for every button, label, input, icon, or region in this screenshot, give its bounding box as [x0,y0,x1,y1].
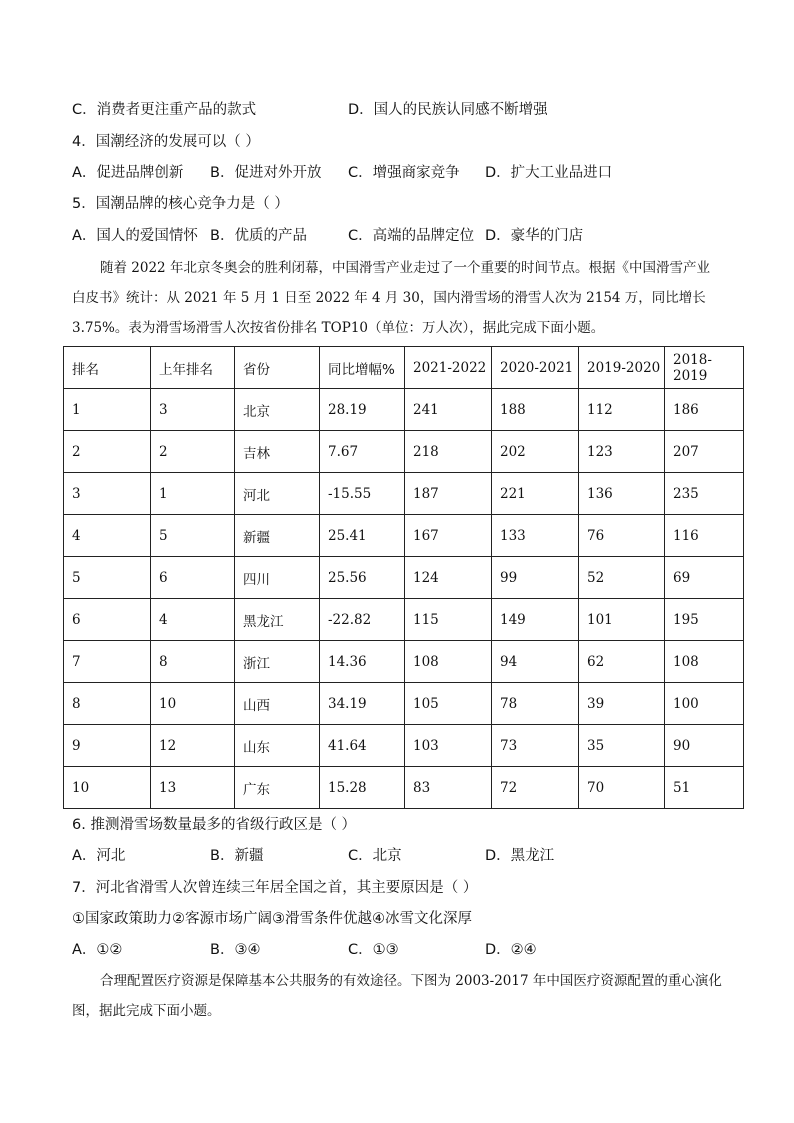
cell-rank: 10 [64,767,151,809]
cell-2021-2022: 83 [405,767,492,809]
q7-option-d: D．②④ [485,942,537,958]
cell-rank: 1 [64,389,151,431]
table-row [64,389,744,431]
cell-2018-2019: 90 [665,725,744,767]
ski-ranking-table [63,346,744,809]
cell-2019-2020: 39 [579,683,665,725]
q5-option-c: C．高端的品牌定位 [348,228,475,244]
cell-2019-2020: 62 [579,641,665,683]
q4-option-d: D．扩大工业品进口 [485,165,613,181]
cell-2021-2022: 187 [405,473,492,515]
q6-option-c: C．北京 [348,848,402,864]
q7-stem: 7．河北省滑雪人次曾连续三年居全国之首，其主要原因是（ ） [72,880,478,896]
cell-2019-2020: 112 [579,389,665,431]
cell-2021-2022: 103 [405,725,492,767]
cell-2018-2019: 195 [665,599,744,641]
table-row [64,767,744,809]
cell-2018-2019: 51 [665,767,744,809]
q5-stem: 5．国潮品牌的核心竞争力是（ ） [72,196,289,212]
cell-yoy: -15.55 [320,473,405,515]
cell-province: 山西 [235,683,320,725]
cell-2018-2019: 100 [665,683,744,725]
cell-yoy: 34.19 [320,683,405,725]
cell-rank: 5 [64,557,151,599]
cell-2018-2019: 116 [665,515,744,557]
cell-rank: 3 [64,473,151,515]
cell-prev-rank: 1 [151,473,235,515]
table-row [64,515,744,557]
cell-2020-2021: 94 [492,641,579,683]
header-2018-2019: 2018-2019 [665,347,744,389]
ski-passage-text: 随着 2022 年北京冬奥会的胜利闭幕，中国滑雪产业走过了一个重要的时间节点。根据《中国滑雪产业白皮书》统计：从 2021 年 5 月 1 日至 2022 年 4 月 30，国内滑雪场的滑雪人次为 2154 万，同比增长 3.75%。表为滑雪场滑雪人次按省份排名 TOP10（单位：万人次），据此完成下面小题。 [72,260,710,336]
cell-province: 四川 [235,557,320,599]
q3-option-c: C．消费者更注重产品的款式 [72,102,257,118]
cell-yoy: -22.82 [320,599,405,641]
header-2020-2021: 2020-2021 [492,347,579,389]
cell-2021-2022: 105 [405,683,492,725]
q4-option-b: B．促进对外开放 [210,165,322,181]
cell-yoy: 25.41 [320,515,405,557]
cell-2021-2022: 124 [405,557,492,599]
cell-2021-2022: 108 [405,641,492,683]
cell-2019-2020: 136 [579,473,665,515]
q4-option-a: A．促进品牌创新 [72,165,184,181]
q6-option-a: A．河北 [72,848,126,864]
cell-rank: 7 [64,641,151,683]
cell-province: 北京 [235,389,320,431]
cell-2019-2020: 76 [579,515,665,557]
table-row [64,473,744,515]
q5-option-b: B．优质的产品 [210,228,307,244]
cell-yoy: 15.28 [320,767,405,809]
cell-rank: 8 [64,683,151,725]
medical-passage [72,966,722,1026]
cell-yoy: 41.64 [320,725,405,767]
cell-province: 河北 [235,473,320,515]
table-row [64,557,744,599]
cell-2019-2020: 35 [579,725,665,767]
header-rank: 排名 [64,347,151,389]
cell-2020-2021: 72 [492,767,579,809]
cell-2020-2021: 202 [492,431,579,473]
header-prev-rank: 上年排名 [151,347,235,389]
table-row [64,431,744,473]
table-row [64,599,744,641]
header-yoy: 同比增幅% [320,347,405,389]
cell-2019-2020: 101 [579,599,665,641]
cell-2021-2022: 115 [405,599,492,641]
q5-option-a: A．国人的爱国情怀 [72,228,198,244]
cell-rank: 2 [64,431,151,473]
cell-prev-rank: 10 [151,683,235,725]
q6-stem: 6. 推测滑雪场数量最多的省级行政区是（ ） [72,817,357,833]
cell-2018-2019: 186 [665,389,744,431]
cell-2020-2021: 221 [492,473,579,515]
cell-2021-2022: 218 [405,431,492,473]
q3-option-d: D．国人的民族认同感不断增强 [348,102,548,118]
q6-option-b: B．新疆 [210,848,264,864]
cell-province: 山东 [235,725,320,767]
cell-prev-rank: 8 [151,641,235,683]
cell-2020-2021: 99 [492,557,579,599]
cell-prev-rank: 6 [151,557,235,599]
cell-rank: 9 [64,725,151,767]
cell-2018-2019: 69 [665,557,744,599]
cell-2018-2019: 108 [665,641,744,683]
cell-2019-2020: 70 [579,767,665,809]
cell-prev-rank: 5 [151,515,235,557]
cell-yoy: 7.67 [320,431,405,473]
header-province: 省份 [235,347,320,389]
cell-prev-rank: 13 [151,767,235,809]
cell-2018-2019: 207 [665,431,744,473]
cell-prev-rank: 4 [151,599,235,641]
medical-passage-text: 合理配置医疗资源是保障基本公共服务的有效途径。下图为 2003-2017 年中国医疗资源配置的重心演化图，据此完成下面小题。 [72,973,722,1019]
q7-option-b: B．③④ [210,942,261,958]
header-2021-2022: 2021-2022 [405,347,492,389]
cell-yoy: 25.56 [320,557,405,599]
q7-option-a: A．①② [72,942,123,958]
table-header-row [64,347,744,389]
table-row [64,683,744,725]
cell-2021-2022: 167 [405,515,492,557]
q5-option-d: D．豪华的门店 [485,228,584,244]
q7-option-c: C．①③ [348,942,399,958]
cell-yoy: 28.19 [320,389,405,431]
cell-2020-2021: 73 [492,725,579,767]
header-2019-2020: 2019-2020 [579,347,665,389]
cell-province: 吉林 [235,431,320,473]
cell-province: 黑龙江 [235,599,320,641]
q4-option-c: C．增强商家竞争 [348,165,460,181]
cell-prev-rank: 12 [151,725,235,767]
q4-stem: 4．国潮经济的发展可以（ ） [72,134,260,150]
cell-2020-2021: 133 [492,515,579,557]
cell-2019-2020: 123 [579,431,665,473]
cell-prev-rank: 2 [151,431,235,473]
cell-province: 浙江 [235,641,320,683]
cell-2020-2021: 78 [492,683,579,725]
q7-statements: ①国家政策助力②客源市场广阔③滑雪条件优越④冰雪文化深厚 [72,911,472,927]
cell-prev-rank: 3 [151,389,235,431]
cell-yoy: 14.36 [320,641,405,683]
q6-option-d: D．黑龙江 [485,848,555,864]
ski-passage [72,253,722,343]
cell-2019-2020: 52 [579,557,665,599]
cell-2018-2019: 235 [665,473,744,515]
cell-province: 广东 [235,767,320,809]
cell-2021-2022: 241 [405,389,492,431]
cell-rank: 4 [64,515,151,557]
cell-2020-2021: 188 [492,389,579,431]
table-row [64,725,744,767]
cell-province: 新疆 [235,515,320,557]
cell-2020-2021: 149 [492,599,579,641]
table-row [64,641,744,683]
cell-rank: 6 [64,599,151,641]
